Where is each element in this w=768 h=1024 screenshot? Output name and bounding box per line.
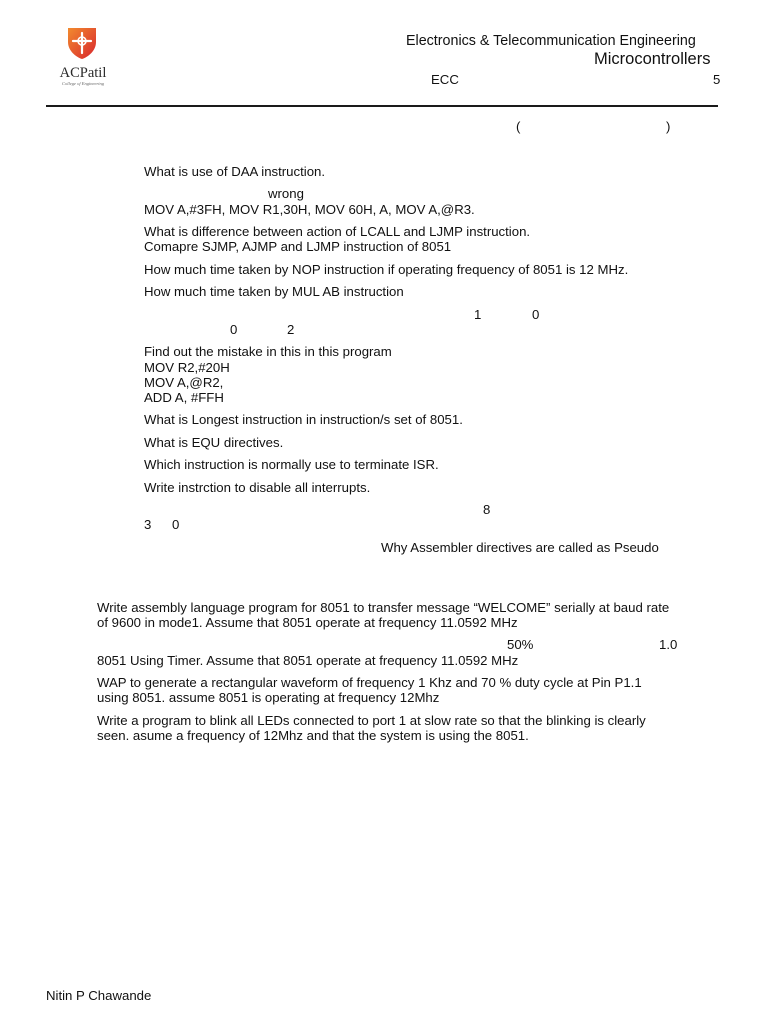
program-line: MOV R2,#20H xyxy=(144,360,230,375)
fragment-number: 8 xyxy=(483,502,491,517)
question-rectangular-wave-cont: using 8051. assume 8051 is operating at frequency 12Mhz xyxy=(97,690,440,705)
question-blink-leds: Write a program to blink all LEDs connected to port 1 at slow rate so that the blinking is clearly xyxy=(97,713,646,728)
question-daa: What is use of DAA instruction. xyxy=(144,164,326,179)
fragment-number: 2 xyxy=(287,322,295,337)
question-pseudo: Why Assembler directives are called as Pseudo xyxy=(381,540,659,555)
shield-icon xyxy=(65,26,99,60)
subject-name: Microcontrollers xyxy=(594,50,711,68)
fragment-number: 1 xyxy=(474,307,482,322)
department-name: Electronics & Telecommunication Engineering xyxy=(406,33,696,49)
fragment-value: 1.0 xyxy=(659,637,678,652)
question-lcall-ljmp: What is difference between action of LCALL and LJMP instruction. xyxy=(144,224,531,239)
fragment-percent: 50% xyxy=(507,637,534,652)
question-compare-jumps: Comapre SJMP, AJMP and LJMP instruction of 8051 xyxy=(144,239,452,254)
question-mul-time: How much time taken by MUL AB instruction xyxy=(144,284,404,299)
fragment-number: 0 xyxy=(230,322,238,337)
paren-open: ( xyxy=(516,119,521,134)
question-mov-line: MOV A,#3FH, MOV R1,30H, MOV 60H, A, MOV A,@R3. xyxy=(144,202,475,217)
question-blink-leds-cont: seen. asume a frequency of 12Mhz and that the system is using the 8051. xyxy=(97,728,529,743)
college-logo xyxy=(52,26,114,92)
question-longest-instruction: What is Longest instruction in instruction/s set of 8051. xyxy=(144,412,463,427)
logo-tagline: College of Engineering xyxy=(62,81,104,86)
program-line: ADD A, #FFH xyxy=(144,390,224,405)
scheme-label: ECC xyxy=(431,72,459,87)
question-isr: Which instruction is normally use to terminate ISR. xyxy=(144,457,439,472)
logo-wordmark: ACPatil xyxy=(59,65,107,81)
header-divider xyxy=(46,105,718,107)
question-welcome-serial: Write assembly language program for 8051 to transfer message “WELCOME” serially at baud rate xyxy=(97,600,670,615)
question-wrong-label: wrong xyxy=(268,186,304,201)
unit-number: 5 xyxy=(713,72,721,87)
program-line: MOV A,@R2, xyxy=(144,375,224,390)
question-rectangular-wave: WAP to generate a rectangular waveform of frequency 1 Khz and 70 % duty cycle at Pin P1.1 xyxy=(97,675,642,690)
question-disable-interrupts: Write instrction to disable all interrupts. xyxy=(144,480,371,495)
fragment-number: 0 xyxy=(172,517,180,532)
fragment-number: 0 xyxy=(532,307,540,322)
question-find-mistake: Find out the mistake in this in this program xyxy=(144,344,392,359)
question-nop-time: How much time taken by NOP instruction if operating frequency of 8051 is 12 MHz. xyxy=(144,262,629,277)
question-timer: 8051 Using Timer. Assume that 8051 operate at frequency 11.0592 MHz xyxy=(97,653,519,668)
author-name: Nitin P Chawande xyxy=(46,988,152,1003)
fragment-number: 3 xyxy=(144,517,152,532)
question-welcome-serial-cont: of 9600 in mode1. Assume that 8051 operate at frequency 11.0592 MHz xyxy=(97,615,518,630)
paren-close: ) xyxy=(666,119,671,134)
question-equ: What is EQU directives. xyxy=(144,435,284,450)
